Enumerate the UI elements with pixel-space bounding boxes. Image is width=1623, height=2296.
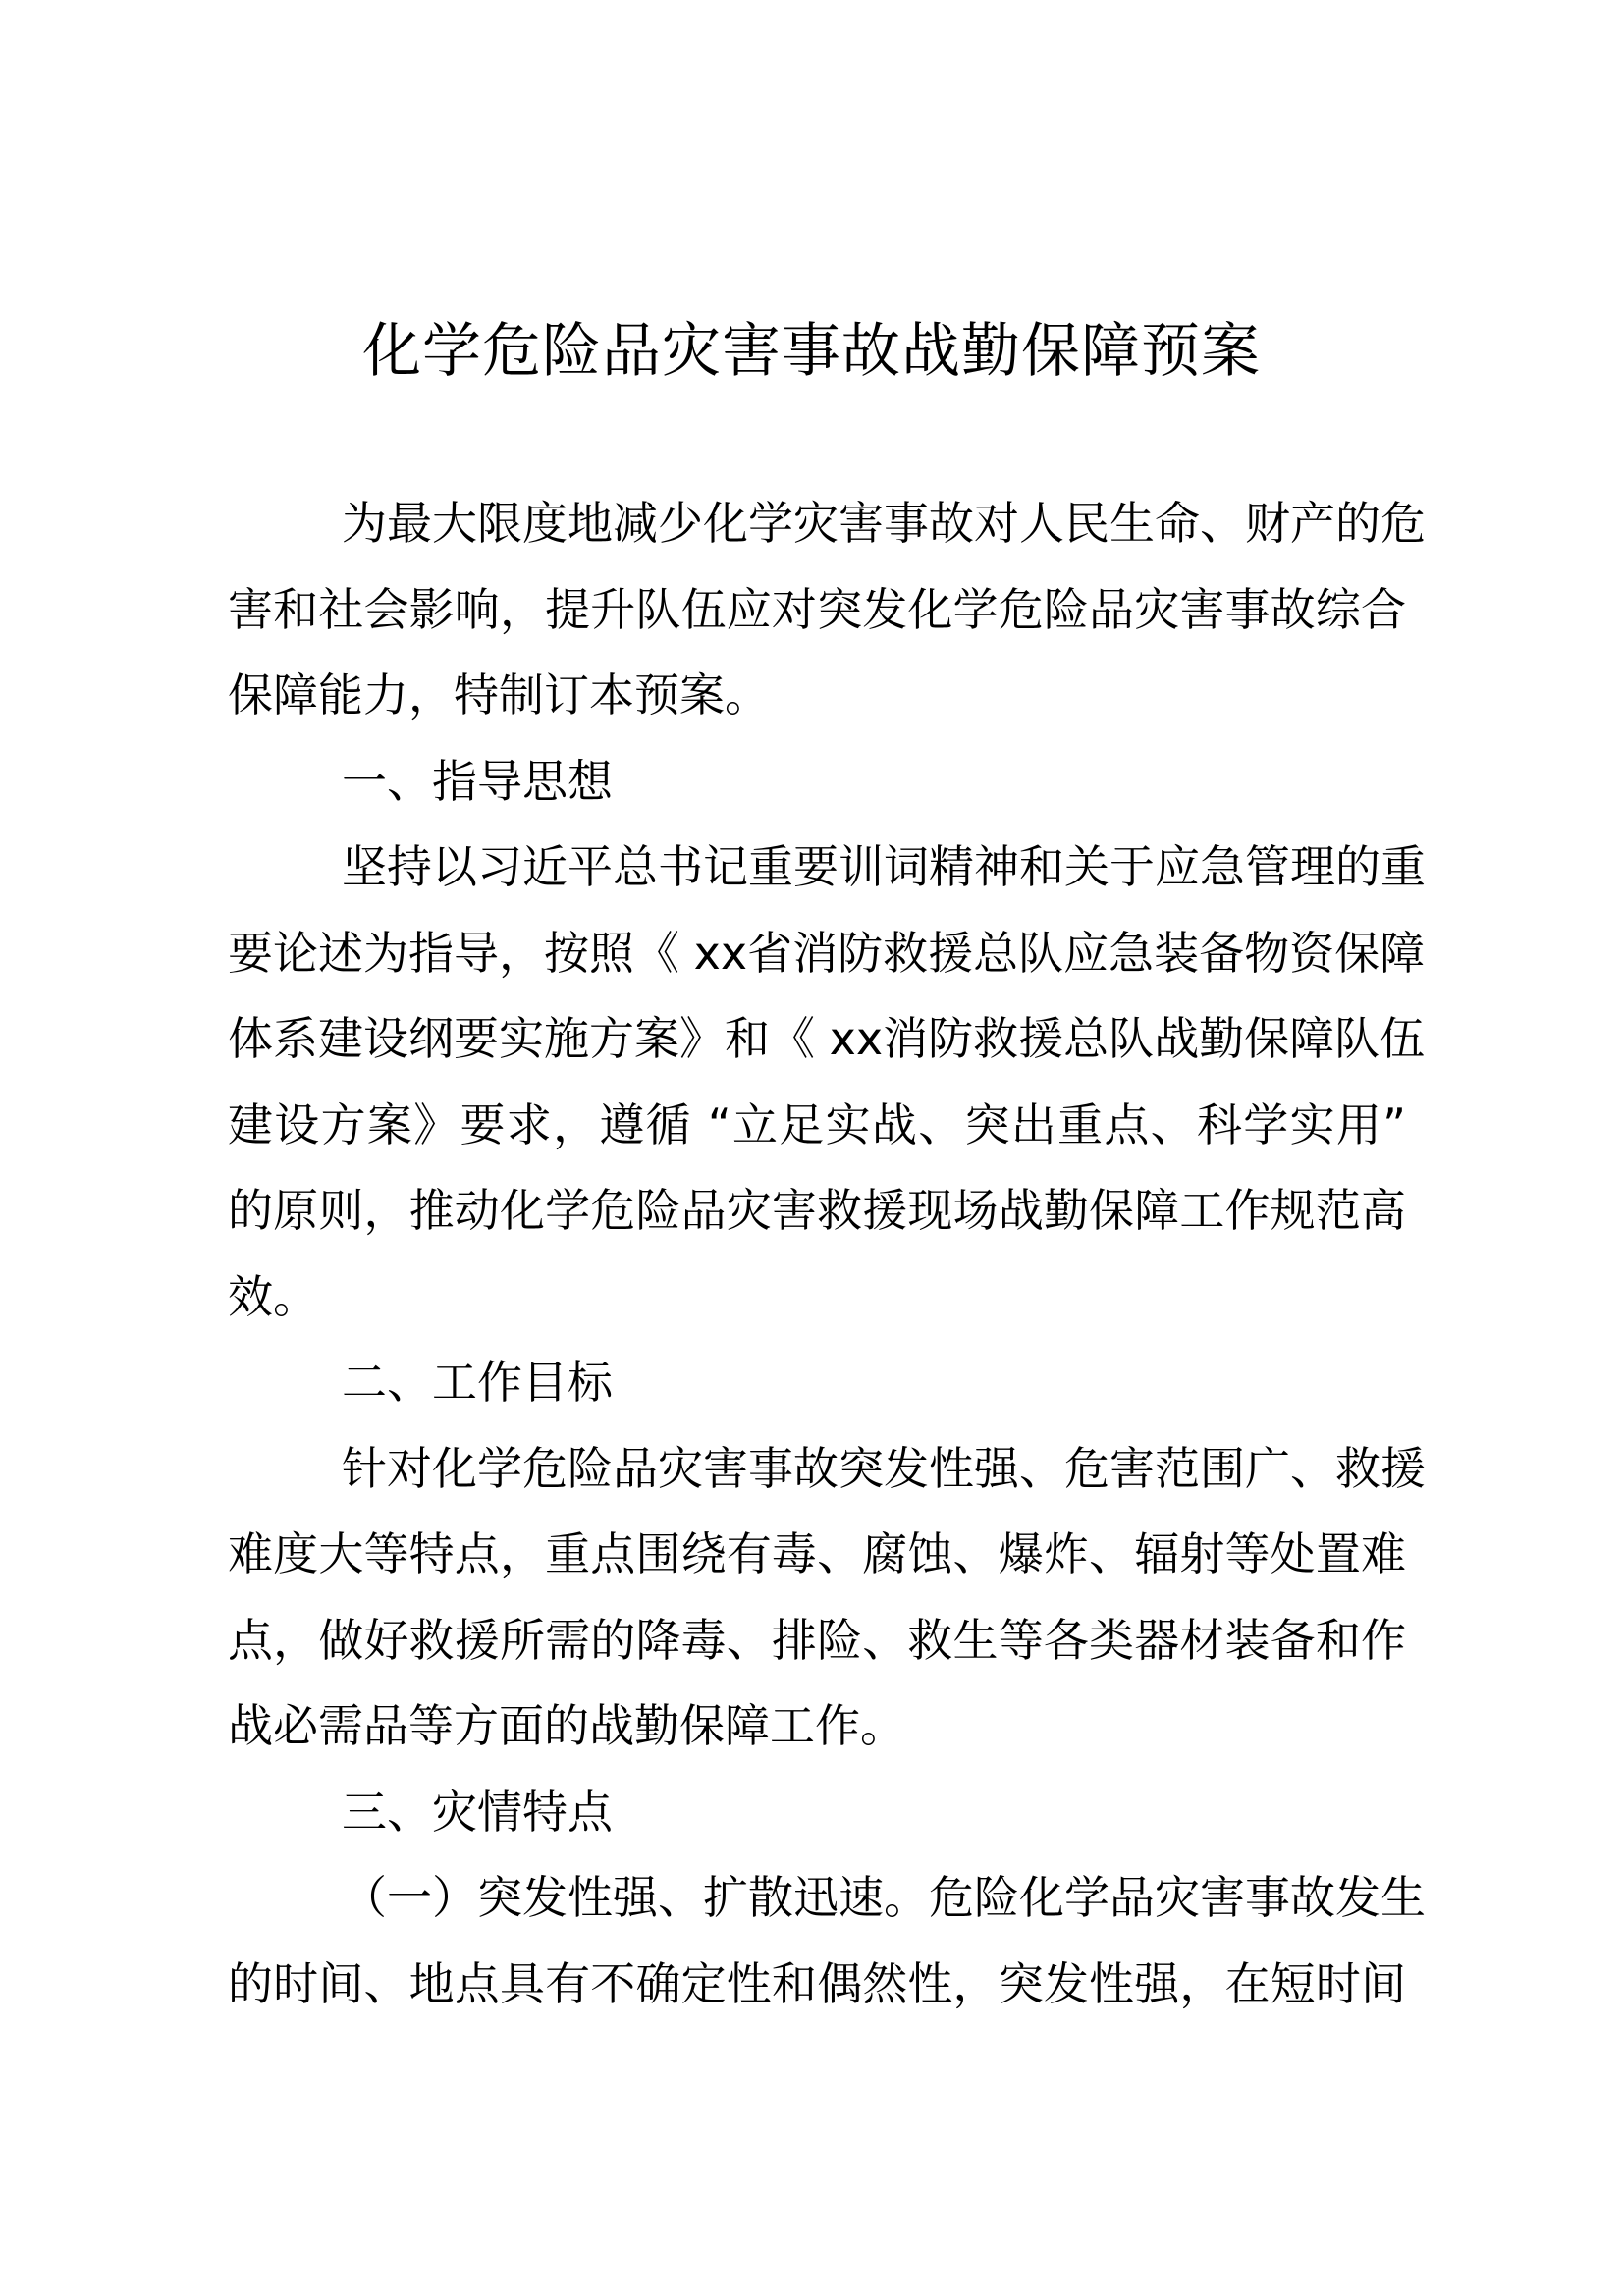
text-line: 保障能力，特制订本预案。 [228,668,770,721]
document-title: 化学危险品灾害事故战勤保障预案 [362,317,1261,386]
document-body [228,481,1426,2027]
text-line: 害和社会影响，提升队伍应对突发化学危险品灾害事故综合 [228,582,1406,636]
text-line: 一、指导思想 [342,754,613,808]
text-line: 坚持以习近平总书记重要训词精神和关于应急管理的重 [342,840,1426,893]
text-line: 的原则，推动化学危险品灾害救援现场战勤保障工作规范高 [228,1184,1406,1237]
text-line: 点，做好救援所需的降毒、排险、救生等各类器材装备和作 [228,1613,1406,1667]
text-line: 建设方案》要求，遵循 “立足实战、突出重点、科学实用” [228,1097,1406,1151]
text-line: 的时间、地点具有不确定性和偶然性，突发性强，在短时间 [228,1956,1406,2010]
text-line: 难度大等特点，重点围绕有毒、腐蚀、爆炸、辐射等处置难 [228,1527,1406,1580]
text-line: 二、工作目标 [342,1356,613,1409]
text-line: 要论述为指导，按照《 xx省消防救援总队应急装备物资保障 [228,926,1426,980]
text-line: 为最大限度地减少化学灾害事故对人民生命、财产的危 [342,497,1426,550]
text-line: 三、灾情特点 [342,1785,613,1839]
text-line: （一）突发性强、扩散迅速。危险化学品灾害事故发生 [342,1871,1426,1924]
text-line: 体系建设纲要实施方案》和《 xx消防救援总队战勤保障队伍 [228,1012,1426,1065]
text-line: 针对化学危险品灾害事故突发性强、危害范围广、救援 [342,1441,1426,1495]
text-line: 战必需品等方面的战勤保障工作。 [228,1699,905,1752]
text-line: 效。 [228,1269,318,1323]
